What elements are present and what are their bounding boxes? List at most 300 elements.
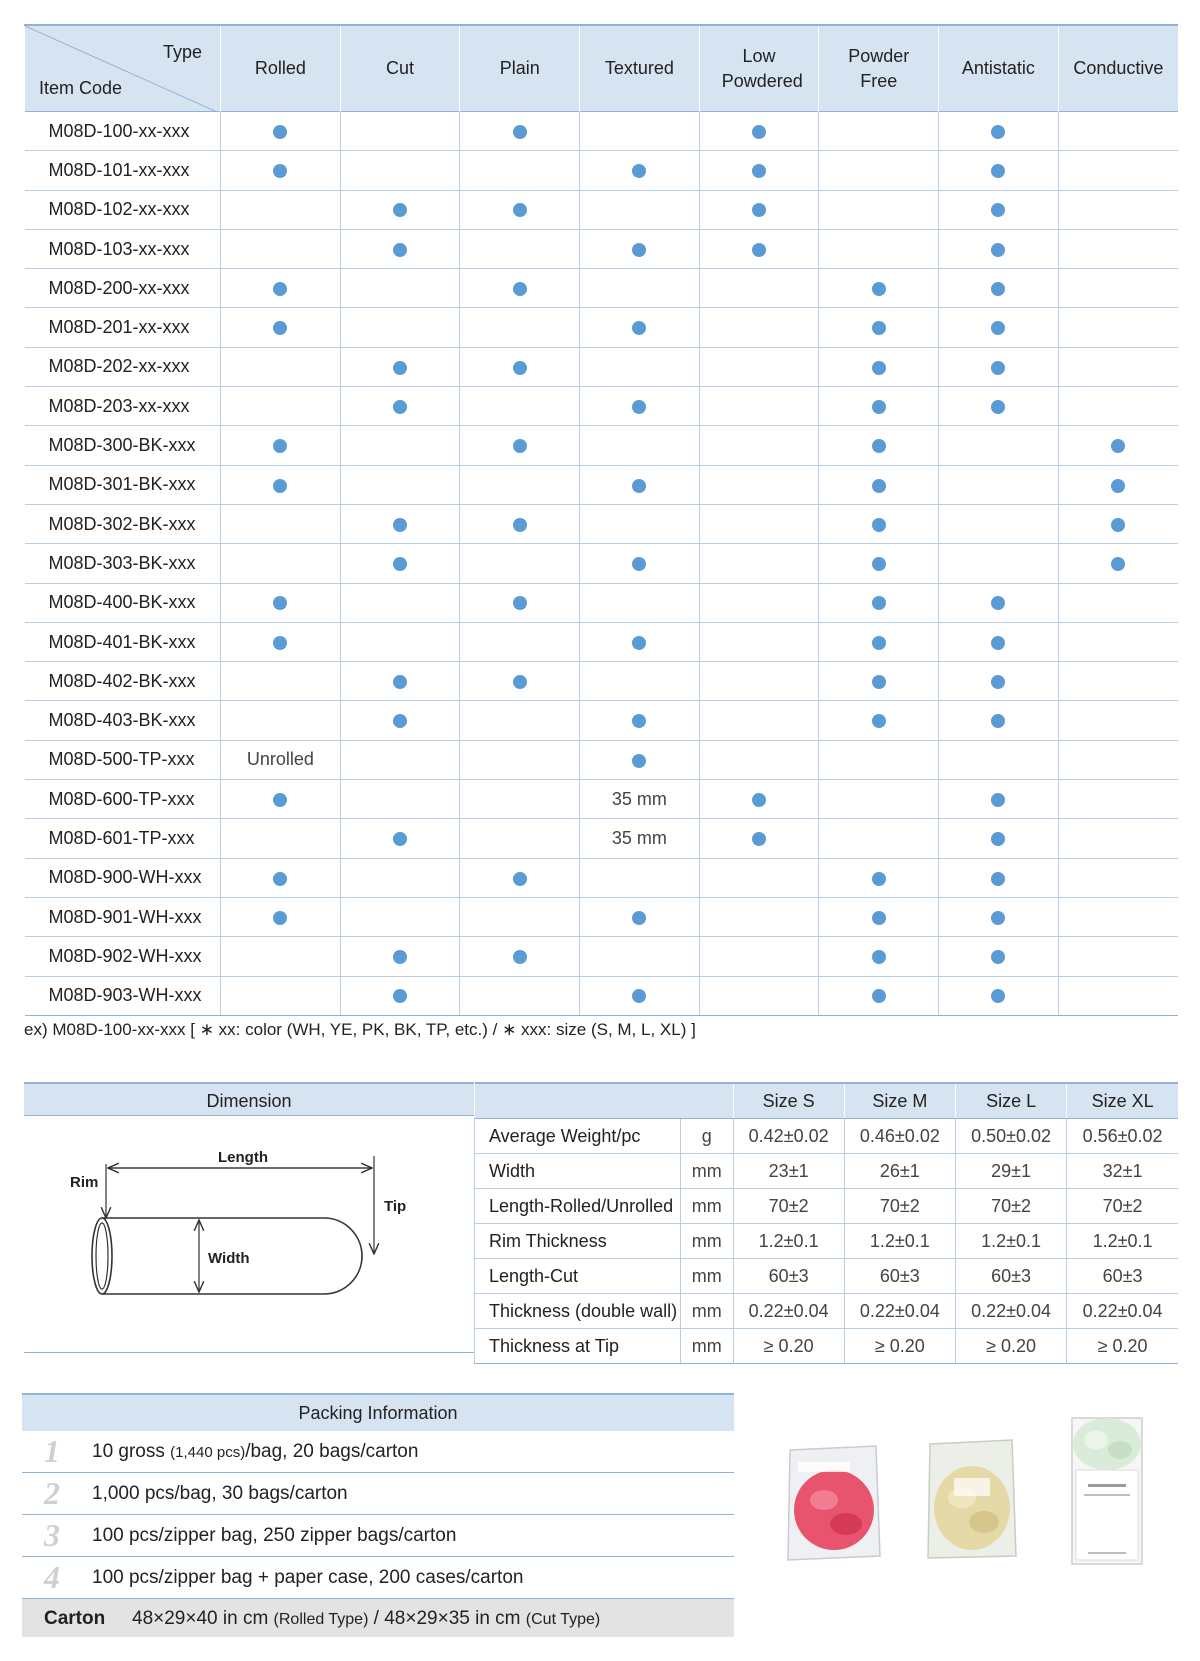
feature-dot-icon [393, 950, 407, 964]
cell-textured [580, 819, 700, 858]
cell-conductive [1058, 308, 1178, 347]
feature-dot-icon [1111, 479, 1125, 493]
feature-dot-icon [872, 950, 886, 964]
cell-antistatic [939, 151, 1059, 190]
cell-cut [340, 740, 460, 779]
feature-dot-icon [872, 321, 886, 335]
property-name: Rim Thickness [475, 1224, 681, 1259]
feature-dot-icon [513, 361, 527, 375]
feature-dot-icon [991, 125, 1005, 139]
table-row [25, 819, 1179, 858]
cell-textured [580, 583, 700, 622]
item-code-cell: M08D-200-xx-xxx [25, 269, 221, 308]
size-value: 1.2±0.1 [955, 1224, 1066, 1259]
cell-low-powdered [699, 151, 819, 190]
table-row [25, 662, 1179, 701]
item-code-cell: M08D-500-TP-xxx [25, 740, 221, 779]
feature-dot-icon [872, 400, 886, 414]
cell-plain [460, 426, 580, 465]
item-code-cell: M08D-101-xx-xxx [25, 151, 221, 190]
feature-dot-icon [273, 911, 287, 925]
carton-label: Carton [44, 1608, 106, 1629]
packing-number: 4 [44, 1559, 60, 1595]
property-unit: mm [681, 1224, 734, 1259]
property-unit: mm [681, 1329, 734, 1364]
packing-item [22, 1431, 734, 1473]
cell-cut [340, 190, 460, 229]
cell-cut [340, 504, 460, 543]
dimension-header-blank [475, 1083, 734, 1119]
item-code-cell: M08D-903-WH-xxx [25, 976, 221, 1015]
item-code-cell: M08D-102-xx-xxx [25, 190, 221, 229]
packing-text [92, 1567, 523, 1589]
feature-dot-icon [393, 832, 407, 846]
cell-low-powdered [699, 858, 819, 897]
cell-plain [460, 269, 580, 308]
table-row [25, 229, 1179, 268]
cell-powder-free [819, 819, 939, 858]
cell-plain [460, 858, 580, 897]
size-l-header: Size L [955, 1083, 1066, 1119]
cell-plain [460, 112, 580, 151]
cell-plain [460, 151, 580, 190]
cell-cut [340, 976, 460, 1015]
feature-dot-icon [273, 125, 287, 139]
size-value: 23±1 [733, 1154, 844, 1189]
cell-low-powdered [699, 897, 819, 936]
packing-text-part: 10 gross [92, 1441, 171, 1462]
property-unit: g [681, 1119, 734, 1154]
packing-text-part: /bag, 20 bags/carton [245, 1441, 419, 1462]
header-corner-cell [25, 25, 221, 112]
col-header-plain: Plain [460, 25, 580, 112]
property-name: Width [475, 1154, 681, 1189]
feature-dot-icon [632, 243, 646, 257]
feature-dot-icon [632, 557, 646, 571]
cell-rolled [221, 897, 341, 936]
size-value: 1.2±0.1 [733, 1224, 844, 1259]
cell-rolled [221, 269, 341, 308]
feature-dot-icon [393, 675, 407, 689]
size-value: 60±3 [844, 1259, 955, 1294]
feature-dot-icon [273, 636, 287, 650]
cell-cut [340, 622, 460, 661]
feature-dot-icon [872, 361, 886, 375]
cell-conductive [1058, 662, 1178, 701]
cell-plain [460, 583, 580, 622]
size-value: 60±3 [1067, 1259, 1178, 1294]
cell-conductive [1058, 819, 1178, 858]
cell-conductive [1058, 858, 1178, 897]
feature-dot-icon [872, 989, 886, 1003]
cell-powder-free [819, 937, 939, 976]
size-value: 32±1 [1067, 1154, 1178, 1189]
cell-textured [580, 662, 700, 701]
cell-plain [460, 190, 580, 229]
cell-rolled [221, 229, 341, 268]
dimension-header-row [475, 1083, 1179, 1119]
feature-dot-icon [513, 282, 527, 296]
cell-powder-free [819, 858, 939, 897]
cell-rolled [221, 308, 341, 347]
cell-powder-free [819, 190, 939, 229]
cell-cut [340, 426, 460, 465]
size-value: 60±3 [955, 1259, 1066, 1294]
item-code-cell: M08D-900-WH-xxx [25, 858, 221, 897]
cell-low-powdered [699, 269, 819, 308]
table-row [25, 504, 1179, 543]
cell-cut [340, 819, 460, 858]
cell-plain [460, 937, 580, 976]
cell-cut [340, 897, 460, 936]
dimension-row [475, 1224, 1179, 1259]
dimension-row [475, 1189, 1179, 1224]
carton-row [22, 1599, 734, 1637]
cell-powder-free [819, 465, 939, 504]
property-unit: mm [681, 1259, 734, 1294]
cell-plain [460, 308, 580, 347]
cell-antistatic [939, 190, 1059, 229]
col-header-low-powdered: Low Powdered [699, 25, 819, 112]
item-code-cell: M08D-401-BK-xxx [25, 622, 221, 661]
cell-low-powdered [699, 465, 819, 504]
table-row [25, 583, 1179, 622]
cell-conductive [1058, 190, 1178, 229]
item-code-cell: M08D-600-TP-xxx [25, 780, 221, 819]
col-header-textured: Textured [580, 25, 700, 112]
feature-dot-icon [752, 832, 766, 846]
cell-rolled [221, 780, 341, 819]
cell-antistatic [939, 112, 1059, 151]
size-value: 0.56±0.02 [1067, 1119, 1178, 1154]
cell-antistatic [939, 583, 1059, 622]
cell-cut [340, 308, 460, 347]
cell-textured [580, 112, 700, 151]
feature-dot-icon [991, 714, 1005, 728]
cell-textured [580, 937, 700, 976]
feature-dot-icon [513, 518, 527, 532]
paper-case-photo [1066, 1414, 1148, 1575]
cell-rolled [221, 504, 341, 543]
feature-dot-icon [752, 203, 766, 217]
feature-dot-icon [393, 203, 407, 217]
feature-dot-icon [991, 400, 1005, 414]
cell-textured [580, 544, 700, 583]
feature-dot-icon [273, 439, 287, 453]
cell-low-powdered [699, 229, 819, 268]
cell-textured [580, 426, 700, 465]
feature-dot-icon [393, 989, 407, 1003]
cell-rolled [221, 701, 341, 740]
cell-powder-free [819, 622, 939, 661]
cell-rolled [221, 544, 341, 583]
feature-dot-icon [991, 203, 1005, 217]
cell-powder-free [819, 780, 939, 819]
cell-plain [460, 780, 580, 819]
cell-low-powdered [699, 308, 819, 347]
feature-dot-icon [273, 872, 287, 886]
feature-dot-icon [273, 282, 287, 296]
cell-plain [460, 740, 580, 779]
feature-dot-icon [513, 872, 527, 886]
item-code-cell: M08D-601-TP-xxx [25, 819, 221, 858]
cell-powder-free [819, 347, 939, 386]
packing-section [22, 1393, 734, 1637]
product-rows [25, 112, 1179, 1016]
table-row [25, 308, 1179, 347]
carton-dimensions [132, 1608, 600, 1630]
cell-antistatic [939, 740, 1059, 779]
feature-dot-icon [393, 518, 407, 532]
size-value: 0.22±0.04 [844, 1294, 955, 1329]
feature-dot-icon [752, 125, 766, 139]
cell-antistatic [939, 387, 1059, 426]
cell-textured [580, 780, 700, 819]
cell-cut [340, 347, 460, 386]
feature-dot-icon [632, 164, 646, 178]
carton-cut-note: (Cut Type) [525, 1611, 601, 1628]
cell-cut [340, 544, 460, 583]
feature-dot-icon [632, 911, 646, 925]
cell-rolled [221, 976, 341, 1015]
cell-low-powdered [699, 112, 819, 151]
cell-textured [580, 465, 700, 504]
cell-low-powdered [699, 976, 819, 1015]
cell-textured [580, 740, 700, 779]
item-code-cell: M08D-303-BK-xxx [25, 544, 221, 583]
col-header-powder-free: Powder Free [819, 25, 939, 112]
feature-dot-icon [991, 164, 1005, 178]
cell-rolled [221, 151, 341, 190]
cell-rolled [221, 347, 341, 386]
packing-text-part: 1,000 pcs/bag, 30 bags/carton [92, 1483, 348, 1504]
property-name: Length-Rolled/Unrolled [475, 1189, 681, 1224]
feature-dot-icon [991, 321, 1005, 335]
size-value: 0.46±0.02 [844, 1119, 955, 1154]
feature-dot-icon [752, 243, 766, 257]
size-value: 0.22±0.04 [955, 1294, 1066, 1329]
cell-antistatic [939, 858, 1059, 897]
cell-conductive [1058, 583, 1178, 622]
cell-textured [580, 976, 700, 1015]
feature-dot-icon [872, 636, 886, 650]
pink-bag-photo [784, 1444, 884, 1567]
feature-dot-icon [872, 518, 886, 532]
size-value: 26±1 [844, 1154, 955, 1189]
diagram-rim-label: Rim [70, 1174, 99, 1191]
cell-low-powdered [699, 622, 819, 661]
cell-antistatic [939, 662, 1059, 701]
size-value: 70±2 [955, 1189, 1066, 1224]
cell-low-powdered [699, 347, 819, 386]
size-xl-header: Size XL [1067, 1083, 1178, 1119]
feature-dot-icon [872, 596, 886, 610]
feature-dot-icon [991, 282, 1005, 296]
packing-text-part: (1,440 pcs) [170, 1444, 246, 1461]
cell-cut [340, 937, 460, 976]
table-row [25, 347, 1179, 386]
cell-plain [460, 662, 580, 701]
feature-dot-icon [273, 479, 287, 493]
packing-text [92, 1525, 456, 1547]
feature-dot-icon [632, 989, 646, 1003]
item-code-cell: M08D-902-WH-xxx [25, 937, 221, 976]
cell-powder-free [819, 544, 939, 583]
feature-dot-icon [393, 361, 407, 375]
cell-antistatic [939, 465, 1059, 504]
packing-text-part: 100 pcs/zipper bag, 250 zipper bags/carton [92, 1525, 457, 1546]
cell-low-powdered [699, 583, 819, 622]
cell-textured [580, 622, 700, 661]
feature-dot-icon [513, 439, 527, 453]
cell-conductive [1058, 780, 1178, 819]
table-row [25, 897, 1179, 936]
cell-low-powdered [699, 701, 819, 740]
cell-antistatic [939, 937, 1059, 976]
feature-dot-icon [991, 243, 1005, 257]
feature-dot-icon [632, 714, 646, 728]
feature-dot-icon [632, 479, 646, 493]
feature-dot-icon [513, 596, 527, 610]
feature-dot-icon [1111, 518, 1125, 532]
cell-low-powdered [699, 190, 819, 229]
feature-dot-icon [991, 596, 1005, 610]
feature-dot-icon [752, 793, 766, 807]
item-code-cell: M08D-400-BK-xxx [25, 583, 221, 622]
cell-powder-free [819, 308, 939, 347]
cell-rolled [221, 858, 341, 897]
cell-note: Unrolled [246, 749, 314, 770]
size-value: ≥ 0.20 [1067, 1329, 1178, 1364]
cell-antistatic [939, 347, 1059, 386]
cell-antistatic [939, 701, 1059, 740]
cell-plain [460, 819, 580, 858]
item-code-cell: M08D-201-xx-xxx [25, 308, 221, 347]
feature-dot-icon [513, 125, 527, 139]
size-value: ≥ 0.20 [733, 1329, 844, 1364]
feature-dot-icon [991, 872, 1005, 886]
cell-powder-free [819, 112, 939, 151]
cell-antistatic [939, 780, 1059, 819]
cell-note: 35 mm [611, 827, 667, 848]
feature-dot-icon [632, 321, 646, 335]
cell-rolled [221, 819, 341, 858]
item-code-label: Item Code [39, 78, 123, 98]
table-row [25, 465, 1179, 504]
cell-rolled [221, 622, 341, 661]
feature-dot-icon [991, 911, 1005, 925]
cell-conductive [1058, 347, 1178, 386]
cell-conductive [1058, 740, 1178, 779]
cell-plain [460, 465, 580, 504]
cell-textured [580, 308, 700, 347]
cell-rolled [221, 426, 341, 465]
feature-dot-icon [991, 832, 1005, 846]
feature-dot-icon [273, 596, 287, 610]
feature-dot-icon [393, 557, 407, 571]
table-row [25, 151, 1179, 190]
cell-low-powdered [699, 504, 819, 543]
table-row [25, 544, 1179, 583]
dimension-table [474, 1082, 1178, 1364]
cell-antistatic [939, 544, 1059, 583]
cell-conductive [1058, 976, 1178, 1015]
cell-textured [580, 504, 700, 543]
type-label: Type [163, 42, 203, 62]
feature-dot-icon [632, 636, 646, 650]
cell-cut [340, 465, 460, 504]
feature-dot-icon [632, 754, 646, 768]
col-header-cut: Cut [340, 25, 460, 112]
cell-rolled [221, 190, 341, 229]
table-header-row [25, 25, 1179, 112]
feature-dot-icon [513, 675, 527, 689]
feature-dot-icon [393, 400, 407, 414]
item-code-cell: M08D-302-BK-xxx [25, 504, 221, 543]
packing-text-part: 100 pcs/zipper bag + paper case, 200 cases/carton [92, 1567, 524, 1588]
feature-dot-icon [513, 950, 527, 964]
cell-rolled [221, 740, 341, 779]
cell-cut [340, 780, 460, 819]
size-value: 0.22±0.04 [733, 1294, 844, 1329]
cell-textured [580, 387, 700, 426]
item-code-cell: M08D-300-BK-xxx [25, 426, 221, 465]
cell-textured [580, 269, 700, 308]
cell-cut [340, 112, 460, 151]
cell-antistatic [939, 897, 1059, 936]
table-row [25, 858, 1179, 897]
dimension-row [475, 1329, 1179, 1364]
cell-rolled [221, 662, 341, 701]
cell-textured [580, 347, 700, 386]
cell-conductive [1058, 544, 1178, 583]
packing-text [92, 1483, 348, 1505]
packing-title: Packing Information [22, 1393, 734, 1431]
carton-rolled-size: 48×29×40 in cm [132, 1608, 274, 1629]
size-value: 1.2±0.1 [844, 1224, 955, 1259]
table-row [25, 112, 1179, 151]
cell-conductive [1058, 269, 1178, 308]
property-unit: mm [681, 1154, 734, 1189]
feature-dot-icon [273, 164, 287, 178]
cell-rolled [221, 387, 341, 426]
packing-item [22, 1515, 734, 1557]
cell-textured [580, 151, 700, 190]
size-s-header: Size S [733, 1083, 844, 1119]
item-code-cell: M08D-403-BK-xxx [25, 701, 221, 740]
cell-textured [580, 897, 700, 936]
size-value: 60±3 [733, 1259, 844, 1294]
cell-plain [460, 504, 580, 543]
feature-dot-icon [991, 950, 1005, 964]
cell-low-powdered [699, 819, 819, 858]
table-row [25, 937, 1179, 976]
col-header-conductive: Conductive [1058, 25, 1178, 112]
cell-conductive [1058, 701, 1178, 740]
cell-note: 35 mm [611, 788, 667, 809]
example-note: ex) M08D-100-xx-xxx [ ∗ xx: color (WH, YE, PK, BK, TP, etc.) / ∗ xxx: size (S, M, L, XL) ] [24, 1020, 696, 1039]
feature-dot-icon [872, 439, 886, 453]
cell-antistatic [939, 819, 1059, 858]
packing-text [92, 1441, 418, 1463]
size-value: 0.50±0.02 [955, 1119, 1066, 1154]
carton-cut-size: / 48×29×35 in cm [368, 1608, 526, 1629]
cell-plain [460, 347, 580, 386]
col-header-rolled: Rolled [221, 25, 341, 112]
feature-dot-icon [872, 714, 886, 728]
table-row [25, 780, 1179, 819]
natural-bag-photo [924, 1438, 1020, 1567]
